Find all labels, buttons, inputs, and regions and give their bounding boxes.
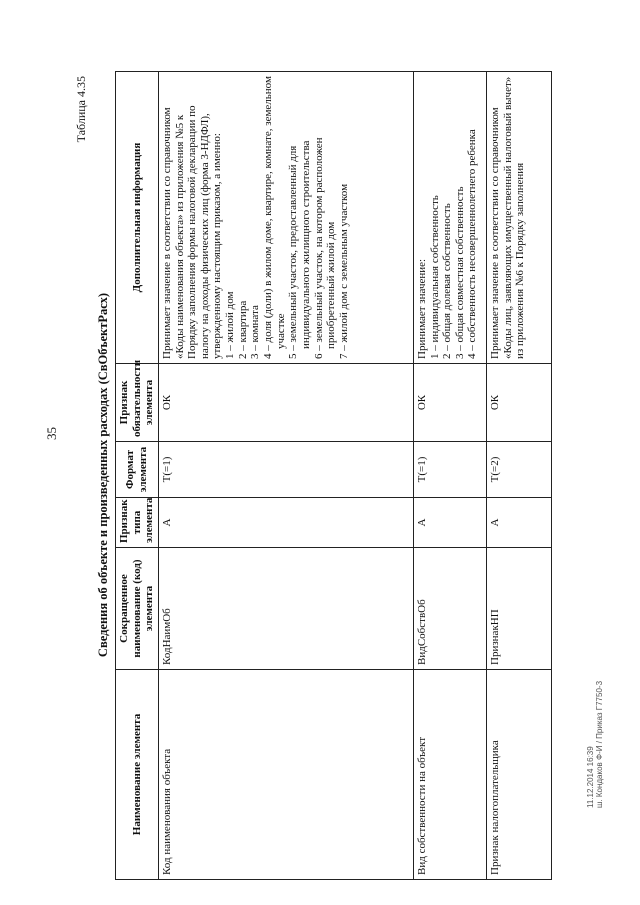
table-row	[413, 72, 486, 880]
list-item: 7 – жилой дом с земельным участком	[337, 183, 350, 359]
rotated-content	[74, 70, 552, 880]
cell-type: А	[413, 498, 486, 548]
table-label: Таблица 4.35	[74, 76, 88, 143]
cell-format: T(=1)	[158, 442, 413, 498]
header-type: Признак типа элемента	[116, 498, 159, 548]
cell-code: ПризнакНП	[486, 548, 551, 670]
header-name: Наименование элемента	[116, 670, 159, 880]
print-stamp	[586, 681, 604, 808]
cell-format: T(=1)	[413, 442, 486, 498]
cell-code: КодНаимОб	[158, 548, 413, 670]
header-format: Формат элемента	[116, 442, 159, 498]
list-item: 6 – земельный участок, на котором расположен приобретенный жилой дом	[312, 137, 338, 359]
info-text: Принимает значение:	[415, 258, 428, 359]
cell-type: А	[486, 498, 551, 548]
cell-required: ОК	[158, 364, 413, 442]
cell-name: Вид собственности на объект	[413, 670, 486, 880]
cell-name: Код наименования объекта	[158, 670, 413, 880]
list-item: 1 – жилой дом	[224, 291, 237, 359]
list-item: 4 – собственность несовершеннолетнего ребенка	[466, 129, 479, 359]
cell-required: ОК	[413, 364, 486, 442]
header-required: Признак обязательности элемента	[116, 364, 159, 442]
info-text: Принимает значение в соответствии со справочником «Коды лиц, заявляющих имущественный налоговый вычет» из приложения №6 к Порядку заполнения	[488, 76, 527, 359]
table-row	[486, 72, 551, 880]
values-list	[224, 76, 350, 359]
stamp-line: ш. Кондаков Ф-И / Приказ Г7750-3	[595, 680, 604, 808]
list-item: 4 – доля (доли) в жилом доме, квартире, комнате, земельном участке	[262, 76, 287, 359]
table-header-row	[116, 72, 159, 880]
cell-type: А	[158, 498, 413, 548]
cell-info	[413, 72, 486, 364]
cell-required: ОК	[486, 364, 551, 442]
table-caption: Сведения об объекте и произведенных расходах (СвОбъектРасх)	[96, 292, 110, 658]
values-list	[429, 76, 480, 359]
stamp-line: 11.12.2014 16:39	[586, 746, 595, 808]
list-item: 3 – общая совместная собственность	[453, 186, 466, 359]
cell-name: Признак налогоплательщика	[486, 670, 551, 880]
cell-format: T(=2)	[486, 442, 551, 498]
page-number: 35	[44, 427, 59, 440]
header-info: Дополнительная информация	[116, 72, 159, 364]
list-item: 5 – земельный участок, предоставленный для индивидуального жилищного строительства	[287, 140, 312, 359]
cell-code: ВидСобствОб	[413, 548, 486, 670]
info-text: Принимает значение в соответствии со справочником «Коды наименования объекта» из приложения №5 к Порядку заполнения формы налоговой декларации по налогу на доходы физических лиц (форма 3-НДФЛ), утвержденному настоящим приказом, а именно:	[160, 105, 224, 359]
cell-info	[486, 72, 551, 364]
header-code: Сокращенное наименование (код) элемента	[116, 548, 159, 670]
table-row	[158, 72, 413, 880]
list-item: 3 – комната	[249, 305, 262, 359]
cell-info	[158, 72, 413, 364]
list-item: 2 – квартира	[236, 300, 249, 359]
list-item: 2 – общая долевая собственность	[441, 203, 454, 359]
elements-table	[115, 71, 552, 880]
list-item: 1 – индивидуальная собственность	[428, 195, 441, 359]
